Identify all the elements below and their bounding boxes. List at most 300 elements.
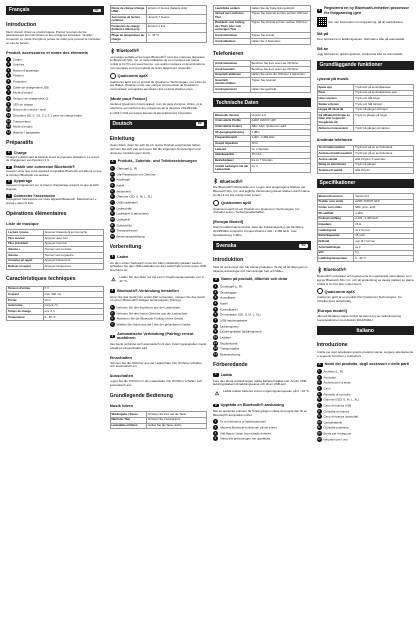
table-cell: Batterikapacitet	[317, 233, 354, 239]
bluetooth-heading: Bluetooth®	[110, 48, 208, 54]
table-cell: A2DP, AVRCP, HFP	[354, 199, 414, 205]
list-item-text: Coque	[13, 56, 22, 61]
qr-text: För mer information om ihopparning, gå till webbplatsen.	[328, 19, 404, 24]
table-row	[214, 20, 311, 33]
table-cell: 4 dBm	[250, 130, 310, 136]
table-row	[214, 11, 311, 20]
list-item	[6, 90, 104, 95]
list-item-text: Transmetteur	[13, 118, 31, 123]
table-cell: Håll intryckt i 2 sekunder	[354, 156, 414, 162]
list-item	[110, 172, 208, 177]
table-cell: Tryck och håll höger	[354, 96, 414, 102]
column-german-swedish	[213, 4, 311, 636]
pair-steps	[213, 419, 311, 442]
table-cell: Tension d'entrée	[7, 286, 44, 292]
list-item	[110, 177, 208, 182]
table-cell: Courant	[7, 292, 44, 298]
step-text: När du använder enheten för första gången måste du koppla den till en Bluetooth®-kompatibel enhet.	[213, 408, 308, 417]
table-cell: Profiler som stöds	[317, 199, 354, 205]
step-text: Enregistrez l'accessoire sur votre appareil Bluetooth. Sélectionnez « Hama » dans la liste.	[6, 197, 97, 206]
list-item-text: Ceinture	[13, 62, 25, 67]
europe-text: Hiermit erklärt Hama GmbH, dass der Funkanlagentyp der Richtlinie 2014/53/EU entspricht. Frequenzband 2,402 - 2,480 GHz, max. Sendeleistung 4 dBm.	[213, 225, 304, 237]
list-number: 10	[213, 334, 218, 339]
list-number: 2	[214, 289, 217, 294]
list-number: 12	[6, 118, 11, 123]
section-title: Introduktion	[213, 257, 244, 264]
list-item-text: Câble de chargement USB	[13, 85, 49, 89]
spec-table	[110, 5, 208, 43]
table-cell: Ansatz Impedanz	[214, 141, 251, 147]
section-title: Grundlegende Bedienung	[109, 392, 173, 399]
table-cell: SBC, AAC, aptX	[354, 205, 414, 211]
list-item	[213, 318, 311, 323]
list-number: 12	[110, 228, 114, 233]
table-cell: Tryck tre gånger på höger	[354, 113, 414, 126]
table-row	[214, 39, 311, 45]
table-cell: Environ 1 fois	[147, 24, 207, 33]
list-item	[317, 414, 415, 419]
phone-table	[213, 60, 311, 93]
list-number: 5	[214, 306, 217, 311]
list-item	[6, 124, 104, 129]
table-cell: 5 g	[354, 250, 414, 256]
list-item-text: USB-Ladekabel	[116, 200, 138, 205]
table-cell: upp till 7 timmar	[354, 239, 414, 245]
parts-list	[213, 284, 311, 357]
table-cell: Frequenzbereich	[214, 135, 251, 141]
list-item	[110, 228, 208, 233]
table-cell: Titre précédent	[7, 241, 44, 247]
table-cell: Tippen Sie dreimal auf den rechten Ohrhörer	[250, 20, 310, 33]
list-item	[6, 113, 104, 118]
controls-table	[213, 5, 311, 45]
list-item-text: Fixation	[13, 73, 24, 78]
list-item-text: LED de charge	[13, 101, 34, 106]
table-cell: Durée de charge (charge USB)	[110, 6, 147, 15]
table-cell: Volume -	[7, 253, 44, 259]
list-number: 8	[111, 205, 113, 210]
table-cell: Tippen Sie einmal	[250, 33, 310, 39]
list-number: 3	[111, 316, 113, 321]
table-title: Liste de musique	[6, 221, 39, 227]
table-cell: Unterstützte Profile	[214, 118, 251, 124]
table-cell: A2DP, AVRCP, HFP	[250, 118, 310, 124]
table-cell: Tournez vers la droite	[43, 247, 103, 253]
step-letter: 4	[8, 193, 10, 198]
tech-table	[213, 112, 311, 173]
table-cell: ca 2 timmar	[354, 228, 414, 234]
qualcomm-logo: Qualcomm aptX	[317, 288, 415, 294]
column-swedish-italian	[317, 4, 415, 636]
step-text: Appuyez longuement sur le bouton d'appairage jusqu'à ce que la LED clignote.	[6, 183, 99, 191]
table-cell: Berühren Sie kurz einen der Ohrhörer	[250, 61, 310, 67]
list-item	[213, 425, 311, 430]
table-cell: Appuyez longuement	[43, 264, 103, 270]
list-item	[317, 437, 415, 442]
table-cell: 45 mAh	[250, 152, 310, 158]
list-item-text: Protection	[13, 79, 27, 84]
table-cell: Impedans	[317, 222, 354, 228]
step-letter: A	[318, 361, 321, 366]
table-cell: Tryck kort på en av hörlurarna	[354, 145, 414, 151]
table-cell: 16 Ω	[354, 222, 414, 228]
table-row	[214, 78, 311, 87]
list-item-text: Transportbeutel	[116, 228, 138, 233]
language-band-german	[110, 120, 208, 129]
step-letter: 2	[111, 288, 114, 293]
list-number: 7	[7, 90, 10, 95]
list-item-text: Laddningsetui	[220, 323, 239, 328]
subsection-title: Musik hören	[109, 403, 134, 409]
table-row	[110, 24, 207, 33]
table-cell: Gå tillbaka till början av låten eller hoppa till föregående låt	[317, 113, 354, 126]
step-heading: 2 Bluetooth®-Verbindung herstellen	[111, 288, 179, 293]
table-cell: Environ 2 heures (batterie vide)	[147, 6, 207, 15]
list-number: 6	[7, 84, 10, 89]
list-item	[6, 119, 104, 124]
column-french	[6, 4, 104, 636]
table-cell: Tryck kort på kontrollpanelen	[354, 84, 414, 90]
list-number: 3	[214, 430, 217, 435]
table-cell: Anruf beenden	[214, 66, 251, 72]
list-item	[110, 305, 208, 310]
list-number: 3	[7, 67, 10, 72]
list-number: 3	[111, 177, 113, 182]
subsection-title: Slå av	[316, 46, 329, 52]
list-number: 3	[214, 295, 217, 300]
europe-title: [Europa Modell]	[213, 219, 244, 225]
step-letter: 3	[8, 178, 10, 183]
table-cell: Bluetooth-version	[317, 194, 354, 200]
list-item-text: Välj Hama i listan över hittade enheter.	[220, 430, 272, 435]
qualcomm-text: Qualcomm aptX est un produit de Qualcomm Technologies, Inc. et/ou de ses filiales. Qualcomm est une marque commerciale de Qualcomm Incorporated, enregistrée aux États-Unis et dans d'autres pays.	[109, 79, 206, 92]
step-letter: 2	[8, 164, 10, 169]
table-cell: max. 500 mA	[43, 292, 103, 298]
subsection-title: A Namn på produkt, tillbehör och delar	[215, 276, 288, 282]
list-item-text: Borsa per il trasporto	[323, 431, 352, 436]
list-number: 5	[318, 391, 320, 396]
parts-list	[317, 369, 415, 442]
table-cell: 4 dBm	[354, 211, 414, 217]
controls-table	[6, 229, 104, 270]
list-item-text: Caricabatterie	[323, 420, 343, 425]
step-label: Connecter l'accessoire	[13, 193, 56, 198]
list-number: 9	[7, 101, 10, 106]
list-number: 1	[111, 166, 113, 171]
table-cell: Drücken Sie kurz auf die Taste	[147, 412, 207, 418]
list-number: 1	[214, 419, 217, 424]
list-number: 1	[111, 305, 113, 310]
table-cell: HF-Ausgangsleistung	[214, 130, 251, 136]
list-item	[213, 295, 311, 300]
list-item-text: Batterie / adaptateur	[13, 130, 41, 135]
table-cell: Appuyez brièvement	[43, 258, 103, 264]
list-item	[317, 403, 415, 408]
table-cell: Plage de température de charge	[110, 33, 147, 42]
list-item	[6, 68, 104, 73]
table-cell: Sänka volymen	[317, 101, 354, 107]
list-number: 4	[214, 301, 217, 306]
table-cell: Titre suivant	[7, 236, 44, 242]
list-item	[213, 436, 311, 441]
list-item-text: Archetto per la testa	[323, 380, 351, 385]
list-item-text: Ladeschale	[116, 205, 132, 210]
list-item-text: Bedienfeld	[116, 188, 131, 193]
table-cell: bis zu 7 Stunden	[250, 158, 310, 164]
table-cell: Lautstärke senken	[214, 6, 251, 12]
table-cell: 16 Ω	[250, 141, 310, 147]
subsection-title: Använda telefonen	[316, 136, 353, 142]
list-item-text: USB-laddningskabel	[220, 318, 248, 323]
list-number: 8	[7, 95, 10, 100]
step-heading: 2 Upprätta en Bluetooth®-anslutning	[215, 402, 284, 408]
table-cell: Tournez vers la gauche	[43, 253, 103, 259]
table-cell: Halten Sie 2 Sekunden	[250, 39, 310, 45]
list-item	[213, 352, 311, 357]
list-item-text: Huvudband	[220, 295, 236, 300]
list-item	[317, 431, 415, 436]
table-cell: Température	[7, 314, 44, 320]
step-text: Före den första användningen måste batteriet laddas helt. Anslut USB-laddningskabeln till laddningsetuiet och till en USB-port.	[213, 378, 307, 387]
list-item-text: Kopfbügel	[116, 177, 131, 182]
list-item	[110, 223, 208, 228]
table-cell: Volume +	[7, 247, 44, 253]
table-cell: Appuyez trois fois	[43, 241, 103, 247]
list-item	[110, 311, 208, 316]
table-cell: Laddningstid	[317, 228, 354, 234]
list-item-text: Wählen Sie Hama aus der Liste der gefundenen Geräte.	[116, 322, 192, 327]
table-cell: Temps de charge	[7, 309, 44, 315]
step-letter: 1	[215, 372, 217, 377]
list-number: 4	[214, 436, 217, 441]
list-item-text: Nehmen Sie den Kopfhörer aus der Ladeschale.	[116, 305, 181, 310]
list-item-text: Ohrbügel (L, R)	[116, 166, 138, 171]
language-title: Svenska	[216, 242, 237, 249]
list-number: 9	[111, 211, 113, 216]
table-cell: Halten Sie einen der Ohrhörer 2 Sekunden	[250, 72, 310, 78]
table-cell: SBC, AAC, Qualcomm aptX	[250, 124, 310, 130]
step-letter: 1	[111, 254, 114, 259]
table-cell: 0 - 40 °C	[354, 256, 414, 262]
table-row	[110, 6, 207, 15]
list-number: 2	[111, 310, 113, 315]
steps	[6, 149, 104, 206]
list-item-text: Gommini (SD, S, M, L, XL)	[323, 397, 360, 402]
list-item-text: Nehmen Sie den linken Ohrhörer aus der Ladeschale.	[116, 311, 189, 316]
step-heading: 3 Automatische Verbindung (Pairing) erneut ausführen	[111, 331, 194, 341]
qr-code-icon	[317, 17, 327, 27]
list-item-text: Custodia di ricarica	[323, 408, 350, 413]
list-item	[317, 397, 415, 402]
table-cell: Avvisa samtal	[317, 156, 354, 162]
list-item-text: Aktivieren Sie die Bluetooth-Funktion Ihres Geräts.	[116, 316, 184, 321]
qualcomm-icon	[110, 73, 116, 79]
list-number: 6	[214, 312, 217, 317]
list-number: 4	[111, 322, 113, 327]
table-cell: Verlauf zum nächsten Titel	[214, 11, 251, 20]
list-number: 13	[110, 233, 114, 238]
table-cell: 2,402 - 2,480 GHz	[354, 216, 414, 222]
list-item	[6, 73, 104, 78]
step-text: Lägg hörlurarna i laddningsetuiet. Hörlurarna slås av automatiskt.	[316, 52, 404, 57]
list-item	[110, 200, 208, 205]
language-band-italian	[317, 326, 415, 335]
list-number: 10	[6, 107, 11, 112]
table-cell: Aktivera röstassistent	[317, 125, 354, 131]
table-cell: Autonomie de lecture continue	[110, 15, 147, 24]
table-cell: Portée	[7, 297, 44, 303]
section-title: Introduction	[6, 22, 37, 28]
language-title: Deutsch	[112, 120, 133, 127]
subsection-title: A Nomi del prodotto, degli accessori e delle parti	[318, 361, 410, 367]
list-number: 11	[213, 340, 218, 345]
table-row	[317, 125, 414, 131]
language-title: Italiano	[356, 327, 374, 334]
table-cell: Autonomie	[7, 303, 44, 309]
bluetooth-text: Bluetooth®-ordmärket och logotyperna är registrerade varumärken som ägs av Bluetooth SIG, Inc. och all användning av dessa märken av Hama GmbH & Co KG sker under licens.	[316, 274, 414, 286]
list-number: 11	[110, 222, 114, 227]
language-band-swedish	[213, 241, 311, 250]
section-title: Förberedande	[213, 362, 248, 369]
table-cell: Antal laddningar	[317, 245, 354, 251]
table-cell: Laddningstemperatur	[317, 256, 354, 262]
table-cell: Driftstid	[317, 239, 354, 245]
table-cell: Halten Sie gedrückt	[250, 87, 310, 93]
subsection-title: Ausschalten	[109, 373, 134, 379]
list-item	[110, 211, 208, 216]
list-number: 7	[318, 402, 320, 407]
list-number: 11	[317, 425, 321, 430]
table-cell: Nächster Titel	[110, 417, 147, 423]
step-text: Legen Sie die Ohrhörer in die Ladeschale. Die Ohrhörer schalten sich automatisch aus.	[109, 379, 203, 387]
list-number: 2	[7, 62, 10, 67]
list-item-text: Custodia protettiva	[323, 425, 349, 430]
list-item-text: Mode d'emploi	[13, 124, 33, 129]
step-text: Das Gerät verbindet sich automatisch mit dem zuletzt gekoppelten Gerät, sobald es eingeschaltet wird.	[109, 342, 207, 350]
table-cell: Halten Sie die Taste links gedrückt	[250, 6, 310, 12]
table-cell: Ladezeit	[214, 147, 251, 153]
table-cell: Rückkehr zum Anfang des Titels oder zum vorherigen Titel	[214, 20, 251, 33]
list-item	[110, 189, 208, 194]
music-table	[110, 411, 208, 429]
table-row	[110, 423, 207, 429]
list-item-text: Ohrhörer (SD, S, M, L, XL)	[116, 194, 153, 199]
list-number: 10	[110, 216, 114, 221]
step-letter: A	[215, 276, 218, 281]
europe-title: [Europa modell]	[316, 307, 347, 313]
step-letter: A	[111, 158, 114, 163]
list-item	[213, 431, 311, 436]
table-cell: Fréquence de charge (batterie Lithium-Ion)	[110, 24, 147, 33]
section-title: Opérations élémentaires	[6, 210, 67, 217]
list-item-text: Auricolari	[323, 374, 337, 379]
section-title: Préparatifs	[6, 140, 34, 147]
table-cell: Version 5.0	[250, 113, 310, 119]
table-cell: Codec som stöds	[317, 205, 354, 211]
list-item	[317, 380, 415, 385]
list-item	[317, 425, 415, 430]
music-table	[317, 84, 415, 132]
list-item	[110, 194, 208, 199]
table-cell: Jusqu'à 7 heures	[147, 15, 207, 24]
list-item-text: Öronsnäckor (SD, S, M, L, XL)	[220, 312, 261, 317]
table-cell: Gespräch ablehnen	[214, 72, 251, 78]
table-cell: Drücken Sie zweimal kurz	[147, 417, 207, 423]
table-cell: 0 - 40 °C	[43, 314, 103, 320]
step-label: Appairage	[13, 179, 33, 184]
section-band: Specifikationer	[317, 179, 415, 188]
list-item	[110, 206, 208, 211]
list-number: 10	[317, 419, 321, 424]
list-number: 12	[317, 431, 321, 436]
list-item-text: Transportpåse	[220, 346, 240, 351]
list-item-text: Istruzioni per l'uso	[323, 437, 348, 442]
tech-band: Technische Daten	[213, 98, 311, 107]
list-number: 9	[318, 414, 320, 419]
list-item-text: Bruksanvisning	[220, 352, 241, 357]
table-cell: Tryck kort på kontrollpanelen igen	[354, 90, 414, 96]
parts-list	[6, 57, 104, 136]
list-item-text: Cavo di ricarica (custodia)	[323, 414, 359, 419]
list-item	[6, 79, 104, 84]
section-band: Grundläggande funktioner	[317, 61, 415, 70]
bluetooth-icon	[317, 267, 322, 273]
table-cell: Spela upp	[317, 84, 354, 90]
table-cell: Appuyez brièvement sur la touche	[43, 230, 103, 236]
list-item	[213, 341, 311, 346]
list-number: 1	[318, 369, 320, 374]
table-cell: Tryck kort på en av hörlurarna	[354, 151, 414, 157]
step-text: Nehmen Sie die Ohrhörer aus der Ladeschale. Die Ohrhörer schalten sich automatisch ein.	[109, 360, 202, 369]
language-title: Français	[9, 7, 30, 14]
list-number: 3	[318, 380, 320, 385]
pair-steps	[110, 305, 208, 328]
warning: ⚠ Laden Sie den Akku nur bei einer Umgebungstemperatur von 0 - 40 °C.	[111, 274, 206, 283]
step-letter: 3	[111, 333, 114, 338]
list-item-text: Ohr-Passstücke mit Ohrhörer	[116, 172, 156, 177]
section-title: Einleitung	[109, 135, 135, 142]
table-cell: Unterstützte Codecs	[214, 124, 251, 130]
list-number: 5	[7, 79, 10, 84]
table-row	[7, 314, 104, 320]
table-cell: ca. 3	[250, 164, 310, 173]
step-label: Charge	[13, 150, 27, 155]
table-cell: Anruf annehmen	[214, 33, 251, 39]
list-item	[110, 234, 208, 239]
list-item	[317, 420, 415, 425]
list-item-text: Aktivera Bluetooth-funktionen på din enhet.	[220, 425, 278, 430]
table-cell: Anruf annehmen	[214, 61, 251, 67]
list-item-text: Kontrollpanel	[220, 306, 238, 311]
table-cell: Avsluta ett telefonsamtal	[317, 151, 354, 157]
warning-icon: ⚠	[111, 276, 116, 283]
step-text: Vor dem ersten Gebrauch muss der Akku vollständig geladen werden. Schließen Sie das USB-Ladekabel an die Ladeschale und an einen USB-Anschluss an.	[109, 260, 207, 273]
spec-table	[317, 193, 415, 262]
list-item-text: Ladegerät	[116, 217, 131, 222]
list-number: 13	[213, 351, 218, 356]
table-cell: Accepter un appel	[7, 258, 44, 264]
list-item	[213, 335, 311, 340]
step-label: Établir une connexion Bluetooth®	[13, 165, 75, 170]
list-number: 2	[111, 171, 113, 176]
step-heading: 1 Ladda	[215, 372, 232, 377]
section-title: Introduzione	[316, 342, 348, 349]
list-item-text: Cavo di ricarica USB	[323, 403, 352, 408]
list-number: 2	[214, 425, 217, 430]
list-item-text: Skyddsfodral	[220, 340, 238, 345]
mode-title: [Mode pour France]	[109, 95, 147, 101]
list-number: 7	[111, 199, 113, 204]
